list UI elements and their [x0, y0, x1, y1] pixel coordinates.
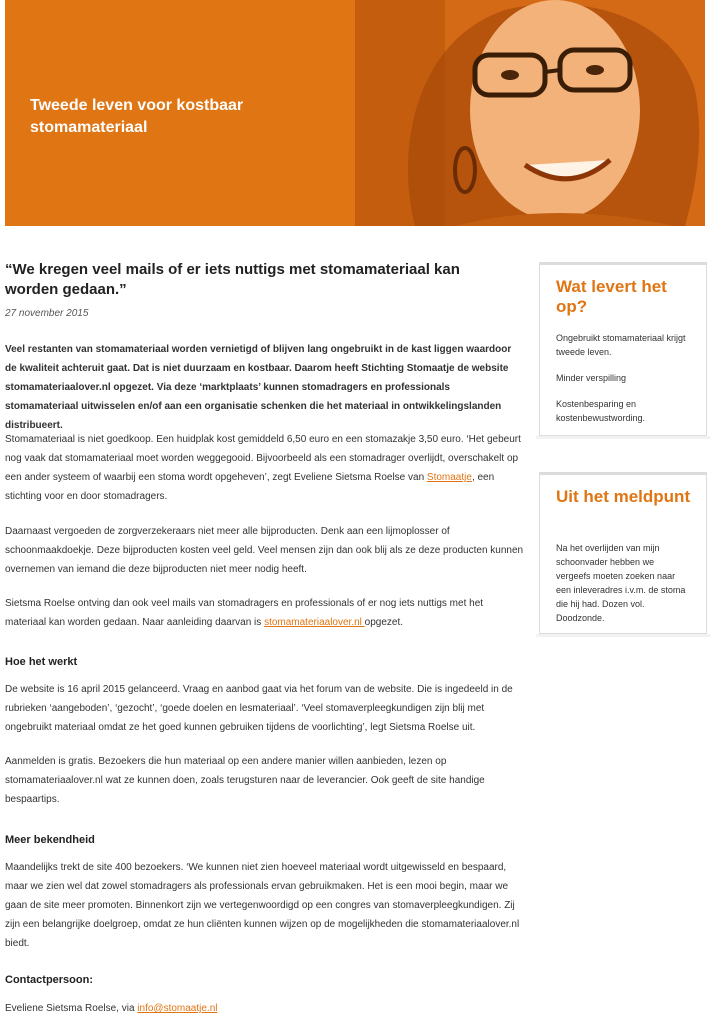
contact-line [5, 999, 525, 1018]
woman-portrait-image [355, 0, 705, 226]
benefits-list [556, 331, 691, 425]
hero-title: Tweede leven voor kostbaar stomamateriaal [30, 97, 244, 136]
paragraph: De website is 16 april 2015 gelanceerd. Vraag en aanbod gaat via het forum van de website. Die is ingedeeld in de rubrieken ‘aangeboden’, ‘gezocht’, ‘goede doelen en lesmateriaal’. ‘Veel stomaverpleegkundigen zijn blij met ongebruikt materiaal omdat ze het goed kunnen gebruiken tijdens de voorlichting’, legt Sietsma Roelse uit. [5, 684, 513, 733]
benefit-item: Ongebruikt stomamateriaal krijgt tweede leven. [556, 333, 686, 357]
paragraph [5, 430, 525, 506]
benefits-title: Wat levert het op? [556, 277, 667, 316]
section-heading: Contactpersoon: [5, 974, 93, 986]
section-heading: Hoe het werkt [5, 656, 78, 668]
lead-paragraph: Veel restanten van stomamateriaal worden vernietigd of blijven lang ongebruikt in de kast liggen waardoor de kwaliteit achteruit gaat. Dat is niet duurzaam en kostbaar. Daarom heeft Stichting Stomaatje de website stomamateriaalover.nl opgezet. Via deze ‘marktplaats’ kunnen stomadragers en professionals stomamateriaal uitwisselen en/of aan een organisatie schenken die het materiaal in ontwikkelingslanden distribueert. [5, 344, 512, 431]
stomaatje-link[interactable]: Stomaatje [426, 472, 472, 483]
paragraph-text: , een stichting voor en door stomadragers. [5, 472, 495, 502]
paragraph: Maandelijks trekt de site 400 bezoekers. ‘We kunnen niet zien hoeveel materiaal wordt uitgewisseld en bespaard, maar we zien wel dat zowel stomadragers als professionals ervan gebruikmaken. Het is een mooi begin, maar we gaan de site meer promoten. Binnenkort zijn we vertegenwoordigd op een congres van stomaverpleegkundigen. Zij zijn een belangrijke doelgroep, omdat ze hun cliënten kunnen wijzen op de mogelijkheden die stomamateriaalover.nl biedt. [5, 862, 520, 949]
report-quote: Na het overlijden van mijn schoonvader hebben we vergeefs moeten zoeken naar een inleveradres i.v.m. de stoma die hij had. Dozen vol. Doodzonde. [556, 543, 686, 623]
paragraph [5, 594, 525, 632]
paragraph-text: opgezet. [364, 617, 404, 628]
paragraph: Aanmelden is gratis. Bezoekers die hun materiaal op een andere manier willen aanbieden, lezen op stomamateriaalover.nl wat ze kunnen doen, zoals terugsturen naar de leverancier. Ook geeft de site handige bespaartips. [5, 756, 485, 805]
report-box [539, 472, 707, 634]
stomamateriaalover-link[interactable]: stomamateriaalover.nl [264, 617, 365, 628]
report-title: Uit het meldpunt [556, 487, 691, 506]
article-title: “We kregen veel mails of er iets nuttigs met stomamateriaal kan worden gedaan.” [5, 261, 460, 298]
hero-banner [5, 0, 705, 226]
paragraph: Daarnaast vergoeden de zorgverzekeraars niet meer alle bijproducten. Denk aan een lijmoplosser of schoonmaakdoekje. Deze bijproducten kosten veel geld. Veel mensen zijn dan ook blij als ze deze producten kunnen overnemen van iemand die deze bijproducten niet meer nodig heeft. [5, 526, 524, 575]
article-date: 27 november 2015 [5, 308, 89, 319]
benefit-item: Kostenbesparing en kostenbewustwording. [556, 399, 646, 423]
section-heading: Meer bekendheid [5, 834, 95, 846]
contact-text: Eveliene Sietsma Roelse, via [5, 1003, 138, 1014]
email-link[interactable]: info@stomaatje.nl [137, 1003, 218, 1014]
paragraph-text: Stomamateriaal is niet goedkoop. Een huidplak kost gemiddeld 6,50 euro en een stomazakje 3,50 euro. ‘Het gebeurt nog vaak dat stomamateriaal moet worden weggegooid. Bijvoorbeeld als een stomadrager overlijdt, overschakelt op een ander systeem of waarbij een stoma wordt opgeheven’, zegt Eveliene Sietsma Roelse van [5, 434, 521, 483]
hero-photo [355, 0, 705, 226]
benefits-box [539, 262, 707, 436]
paragraph-text: Sietsma Roelse ontving dan ook veel mails van stomadragers en professionals of er nog iets nuttigs met het materiaal kan worden gedaan. Naar aanleiding daarvan is [5, 598, 484, 628]
benefit-item: Minder verspilling [556, 373, 627, 383]
